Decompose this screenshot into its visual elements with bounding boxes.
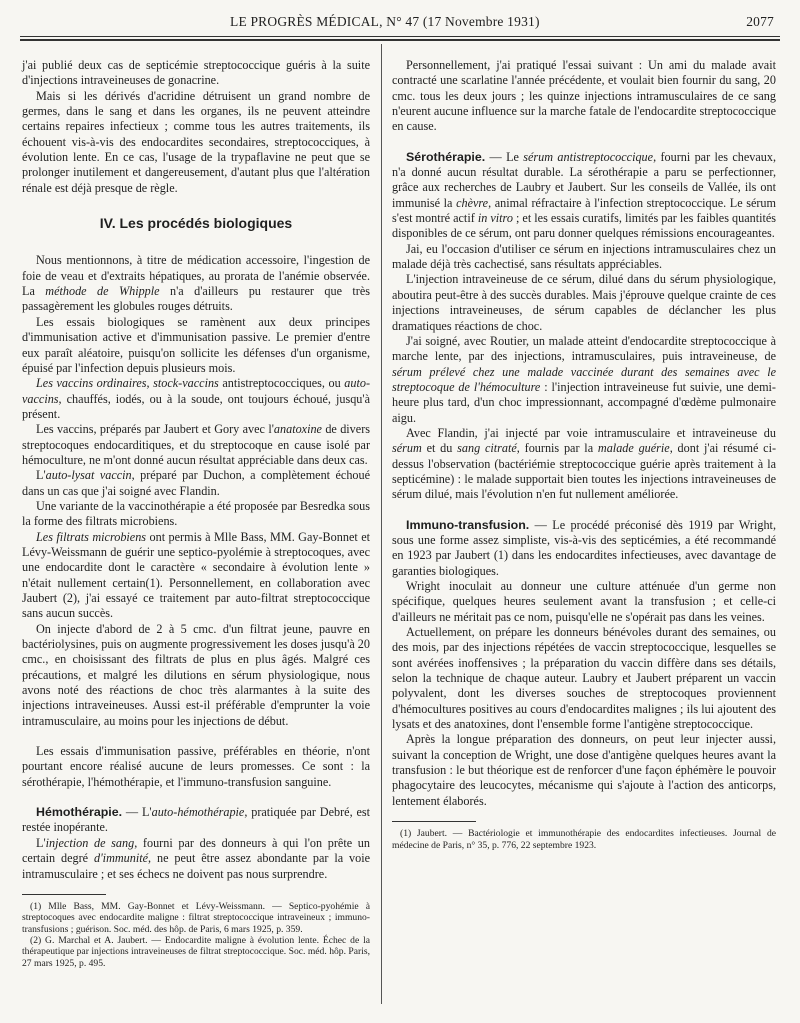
paragraph: Les essais d'immunisation passive, préférables en théorie, n'ont pourtant encore réalisé aucune de leurs promesses. Ce sont : la sérothérapie, l'hémothérapie, et l'immuno-transfusion sanguine. bbox=[22, 744, 370, 789]
paragraph: Sérothérapie. — Le sérum antistreptococcique, fourni par les chevaux, n'a donné aucun résultat durable. La sérothérapie a paru se perfectionner, grâce aux recherches de Laubry et Jaubert. Sur les conseils de Vallée, ils ont immunisé la chèvre, animal réfractaire à l'infection streptococcique. Le sérum s'est montré actif in vitro ; et les essais curatifs, limités par les faibles quantités disponibles de ce sérum, ont paru donner quelques rémissions encourageantes. bbox=[392, 149, 777, 241]
paragraph: L'auto-lysat vaccin, préparé par Duchon, a complètement échoué dans un cas que j'ai soigné avec Flandin. bbox=[22, 468, 371, 498]
subsection-lead: Hémothérapie. bbox=[36, 805, 123, 820]
footnote: (1) Jaubert. — Bactériologie et immunothérapie des endocardites infectieuses. Journal de médecine de Paris, n° 35, p. 776, 22 septembre 1923. bbox=[392, 828, 776, 851]
page-number: 2077 bbox=[746, 14, 774, 29]
header-rule-top bbox=[20, 36, 780, 37]
paragraph: J'ai soigné, avec Routier, un malade atteint d'endocardite streptococcique à marche lente, par des injections, intramusculaires, puis intraveineuse, de sérum prélevé chez une malade vaccinée durant des semaines avec le streptocoque de l'hémoculture : l'injection intraveineuse fut suivie, une demi-heure plus tard, d'un choc impressionnant, accompagné d'œdème pulmonaire aigu. bbox=[392, 333, 776, 425]
paragraph: On injecte d'abord de 2 à 5 cmc. d'un filtrat jeune, pauvre en bactériolysines, puis on augmente progressivement les doses jusqu'à 20 cmc., en choisissant des filtrats de plus en plus âgés. Malgré ces précautions, et malgré les dilutions en sérum physiologique, nous avons noté des réactions de choc très alarmantes à la suite des injections intraveineuses. Aussi est-il préférable d'emprunter la voie intramusculaire, au moins pour les injections de début. bbox=[22, 621, 370, 728]
subsection-lead: Immuno-transfusion. bbox=[406, 517, 530, 532]
paragraph: Immuno-transfusion. — Le procédé préconisé dès 1919 par Wright, sous une forme assez simpliste, vis-à-vis des septicémies, a été recommandé en 1923 par Jaubert (1) dans les endocardites infectieuses, avec davantage de garanties biologiques. bbox=[392, 517, 776, 578]
paragraph: Hémothérapie. — L'auto-hémothérapie, pratiquée par Debré, est restée inopérante. bbox=[22, 805, 371, 835]
paragraph: L'injection de sang, fourni par des donneurs à qui l'on prête un certain degré d'immunité, ne peut être assez abondante par la voie intramusculaire ; et ses échecs ne doivent pas nous surprendre. bbox=[22, 835, 371, 881]
section-heading: IV. Les procédés biologiques bbox=[99, 215, 293, 232]
paragraph: Jai, eu l'occasion d'utiliser ce sérum en injections intramusculaires chez un malade déjà très cachectisé, sans résultats appréciables. bbox=[392, 241, 776, 272]
footnote-rule bbox=[392, 821, 476, 822]
header-rule-bottom bbox=[20, 39, 780, 41]
footnote: (1) Mlle Bass, MM. Gay-Bonnet et Lévy-Weissmann. — Septico-pyohémie à streptocoques avec endocardite maligne : filtrat streptococcique intraveineux ; immuno-transfusions ; guérison. Soc. méd. des hôp. de Paris, 6 mars 1925, p. 359. bbox=[22, 900, 370, 935]
footnote-rule bbox=[22, 894, 106, 895]
left-column bbox=[22, 58, 370, 969]
paragraph: L'injection intraveineuse de ce sérum, dilué dans du sérum physiologique, aboutira peut-être à des succès durables. Mais j'éprouve quelque crainte de ces injections intraveineuses, de sérum capables de déclancher les plus dramatiques réactions de choc. bbox=[392, 272, 776, 333]
paragraph: Avec Flandin, j'ai injecté par voie intramusculaire et intraveineuse du sérum et du sang citraté, fournis par la malade guérie, dont j'ai résumé ci-dessus l'observation (bactériémie streptococcique guérie après traitement à la septicémine) : le malade supportait bien toutes les injections intraveineuses de sérum dilué, mais l'évolution n'en fut nullement améliorée. bbox=[392, 425, 777, 502]
subsection-lead: Sérothérapie. bbox=[406, 149, 486, 164]
paragraph: Les vaccins ordinaires, stock-vaccins antistreptococciques, ou auto-vaccins, chauffés, iodés, ou à la soude, ont toujours échoué, jusqu'à présent. bbox=[22, 376, 371, 421]
column-divider bbox=[381, 44, 382, 1004]
paragraph: Une variante de la vaccinothérapie a été proposée par Besredka sous la forme des filtrats microbiens. bbox=[22, 498, 370, 529]
paragraph: Les vaccins, préparés par Jaubert et Gory avec l'anatoxine de divers streptocoques endocarditiques, et du streptocoque en cause isolé par hémoculture, ne m'ont donné aucun résultat appréciable dans deux cas. bbox=[22, 422, 370, 467]
paragraph: Wright inoculait au donneur une culture atténuée d'un germe non spécifique, quelques heures seulement avant la transfusion ; et celle-ci d'ailleurs ne méritait pas ce nom, puisqu'elle ne s'opérait pas dans les veines. bbox=[392, 579, 776, 624]
right-column bbox=[392, 58, 776, 851]
paragraph: Personnellement, j'ai pratiqué l'essai suivant : Un ami du malade avait contracté une scarlatine l'année précédente, et voulait bien fournir du sang, 20 cmc. tous les deux jours ; les quinze injections intramusculaires de ce sang n'eurent aucune influence sur la marche fatale de l'endocardite streptococcique en cause. bbox=[392, 58, 776, 134]
paragraph: Actuellement, on prépare les donneurs bénévoles durant des semaines, ou des mois, par des injections répétées de vaccin streptococcique, lesquelles se sont avérées inoffensives ; la préparation du vaccin diffère dans ses détails, selon la technique de chaque auteur. Laubry et Jaubert préparent un vaccin polyvalent, dont les diverses souches de streptocoques proviennent d'hémocultures positives au cours d'endocardites malignes ; ils lui ajoutent des lysats et des anatoxines, dont l'ensemble forme l'antigène streptococcique. bbox=[392, 625, 776, 732]
paragraph: Après la longue préparation des donneurs, on peut leur injecter aussi, suivant la conception de Wright, une dose d'antigène quelques heures avant la transfusion : le but théorique est de renforcer d'une façon éphémère le pouvoir phagocytaire des leucocytes, mécanisme qui s'ajoute à l'action des anticorps, lentement élaborés. bbox=[392, 732, 776, 808]
paragraph: Les essais biologiques se ramènent aux deux principes d'immunisation active et d'immunisation passive. Le premier d'entre eux paraît aléatoire, puisqu'on sollicite les défenses d'un organisme, épuisé par l'infection depuis plusieurs mois. bbox=[22, 314, 370, 375]
footnote: (2) G. Marchal et A. Jaubert. — Endocardite maligne à évolution lente. Échec de la thérapeutique par injections intraveineuses de filtrat streptococcique. Soc. méd. hôp. Paris, 27 mars 1925, p. 495. bbox=[22, 935, 370, 969]
paragraph: Nous mentionnons, à titre de médication accessoire, l'ingestion de foie de veau et d'extraits hépatiques, au prorata de l'anémie observée. La méthode de Whipple n'a d'ailleurs pu restaurer que très passagèrement les globules rouges détruits. bbox=[22, 253, 371, 314]
paragraph: Les filtrats microbiens ont permis à Mlle Bass, MM. Gay-Bonnet et Lévy-Weissmann de guérir une septico-pyolémie à streptocoques, avec une endocardite dont le caractère « secondaire à évolution lente » n'était nullement certain(1). Personnellement, en collaboration avec Jaubert (2), j'ai essayé ce traitement par auto-filtrat streptococcique sans aucun succès. bbox=[22, 529, 371, 621]
journal-title: LE PROGRÈS MÉDICAL, N° 47 (17 Novembre 1931) bbox=[230, 14, 540, 29]
paragraph: j'ai publié deux cas de septicémie streptococcique guéris à la suite d'injections intraveineuses de gonacrine. bbox=[22, 58, 370, 88]
paragraph: Mais si les dérivés d'acridine détruisent un grand nombre de germes, dans le sang et dans les organes, ils ne peuvent atteindre certains repaires infectieux ; comme tous les autres traitements, ils échouent vis-à-vis des endocardites secondaires, streptococciques, à évolution lente. En ce cas, l'usage de la trypaflavine ne peut que se prolonger inutilement et dangereusement, d'autant plus que l'altération rénale est déjà presque de règle. bbox=[22, 88, 370, 195]
